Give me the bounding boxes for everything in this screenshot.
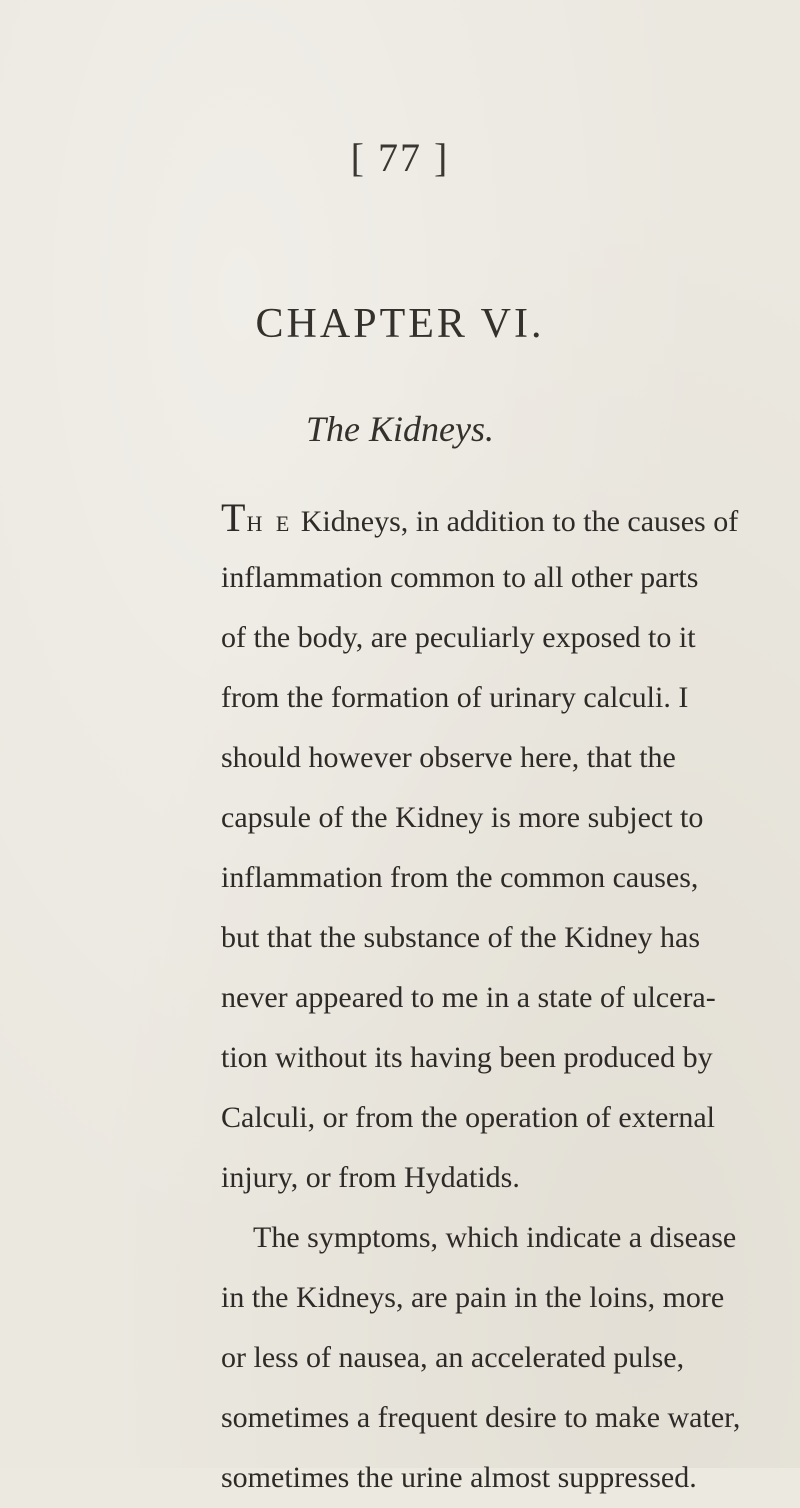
paragraph2-line: sometimes the urine almost suppressed. [221,1461,697,1494]
paragraph2-line: or less of nausea, an accelerated pulse, [221,1341,685,1374]
dropcap-letter: T [221,495,247,540]
paragraph1-line: capsule of the Kidney is more subject to [221,801,704,834]
paragraph1-line: inflammation from the common causes, [221,861,699,894]
opening-line-text: Kidneys, in addition to the causes of [300,505,739,538]
paragraph1-line: injury, or from Hydatids. [221,1161,520,1194]
page-number: [ 77 ] [350,135,450,180]
paragraph2-line: sometimes a frequent desire to make water, [221,1401,741,1434]
paragraph1-line: from the formation of urinary calculi. I [221,681,689,714]
paragraph1-line: tion without its having been produced by [221,1041,713,1074]
paragraph1-line: Calculi, or from the operation of external [221,1101,715,1134]
body-text [221,488,741,1508]
paragraph2-line: in the Kidneys, are pain in the loins, more [221,1281,725,1314]
paragraph1-line: inflammation common to all other parts [221,561,699,594]
paragraph1-line: should however observe here, that the [221,741,676,774]
paragraph2-line: The symptoms, which indicate a disease [253,1221,737,1254]
chapter-title: CHAPTER VI. [255,301,545,347]
paragraph1-line: never appeared to me in a state of ulcera- [221,981,716,1014]
section-title: The Kidneys. [306,409,494,449]
opening-line [221,488,739,548]
paragraph1-line: but that the substance of the Kidney has [221,921,701,954]
smallcaps-text: H E [246,511,294,536]
paragraph1-line: of the body, are peculiarly exposed to it [221,621,696,654]
